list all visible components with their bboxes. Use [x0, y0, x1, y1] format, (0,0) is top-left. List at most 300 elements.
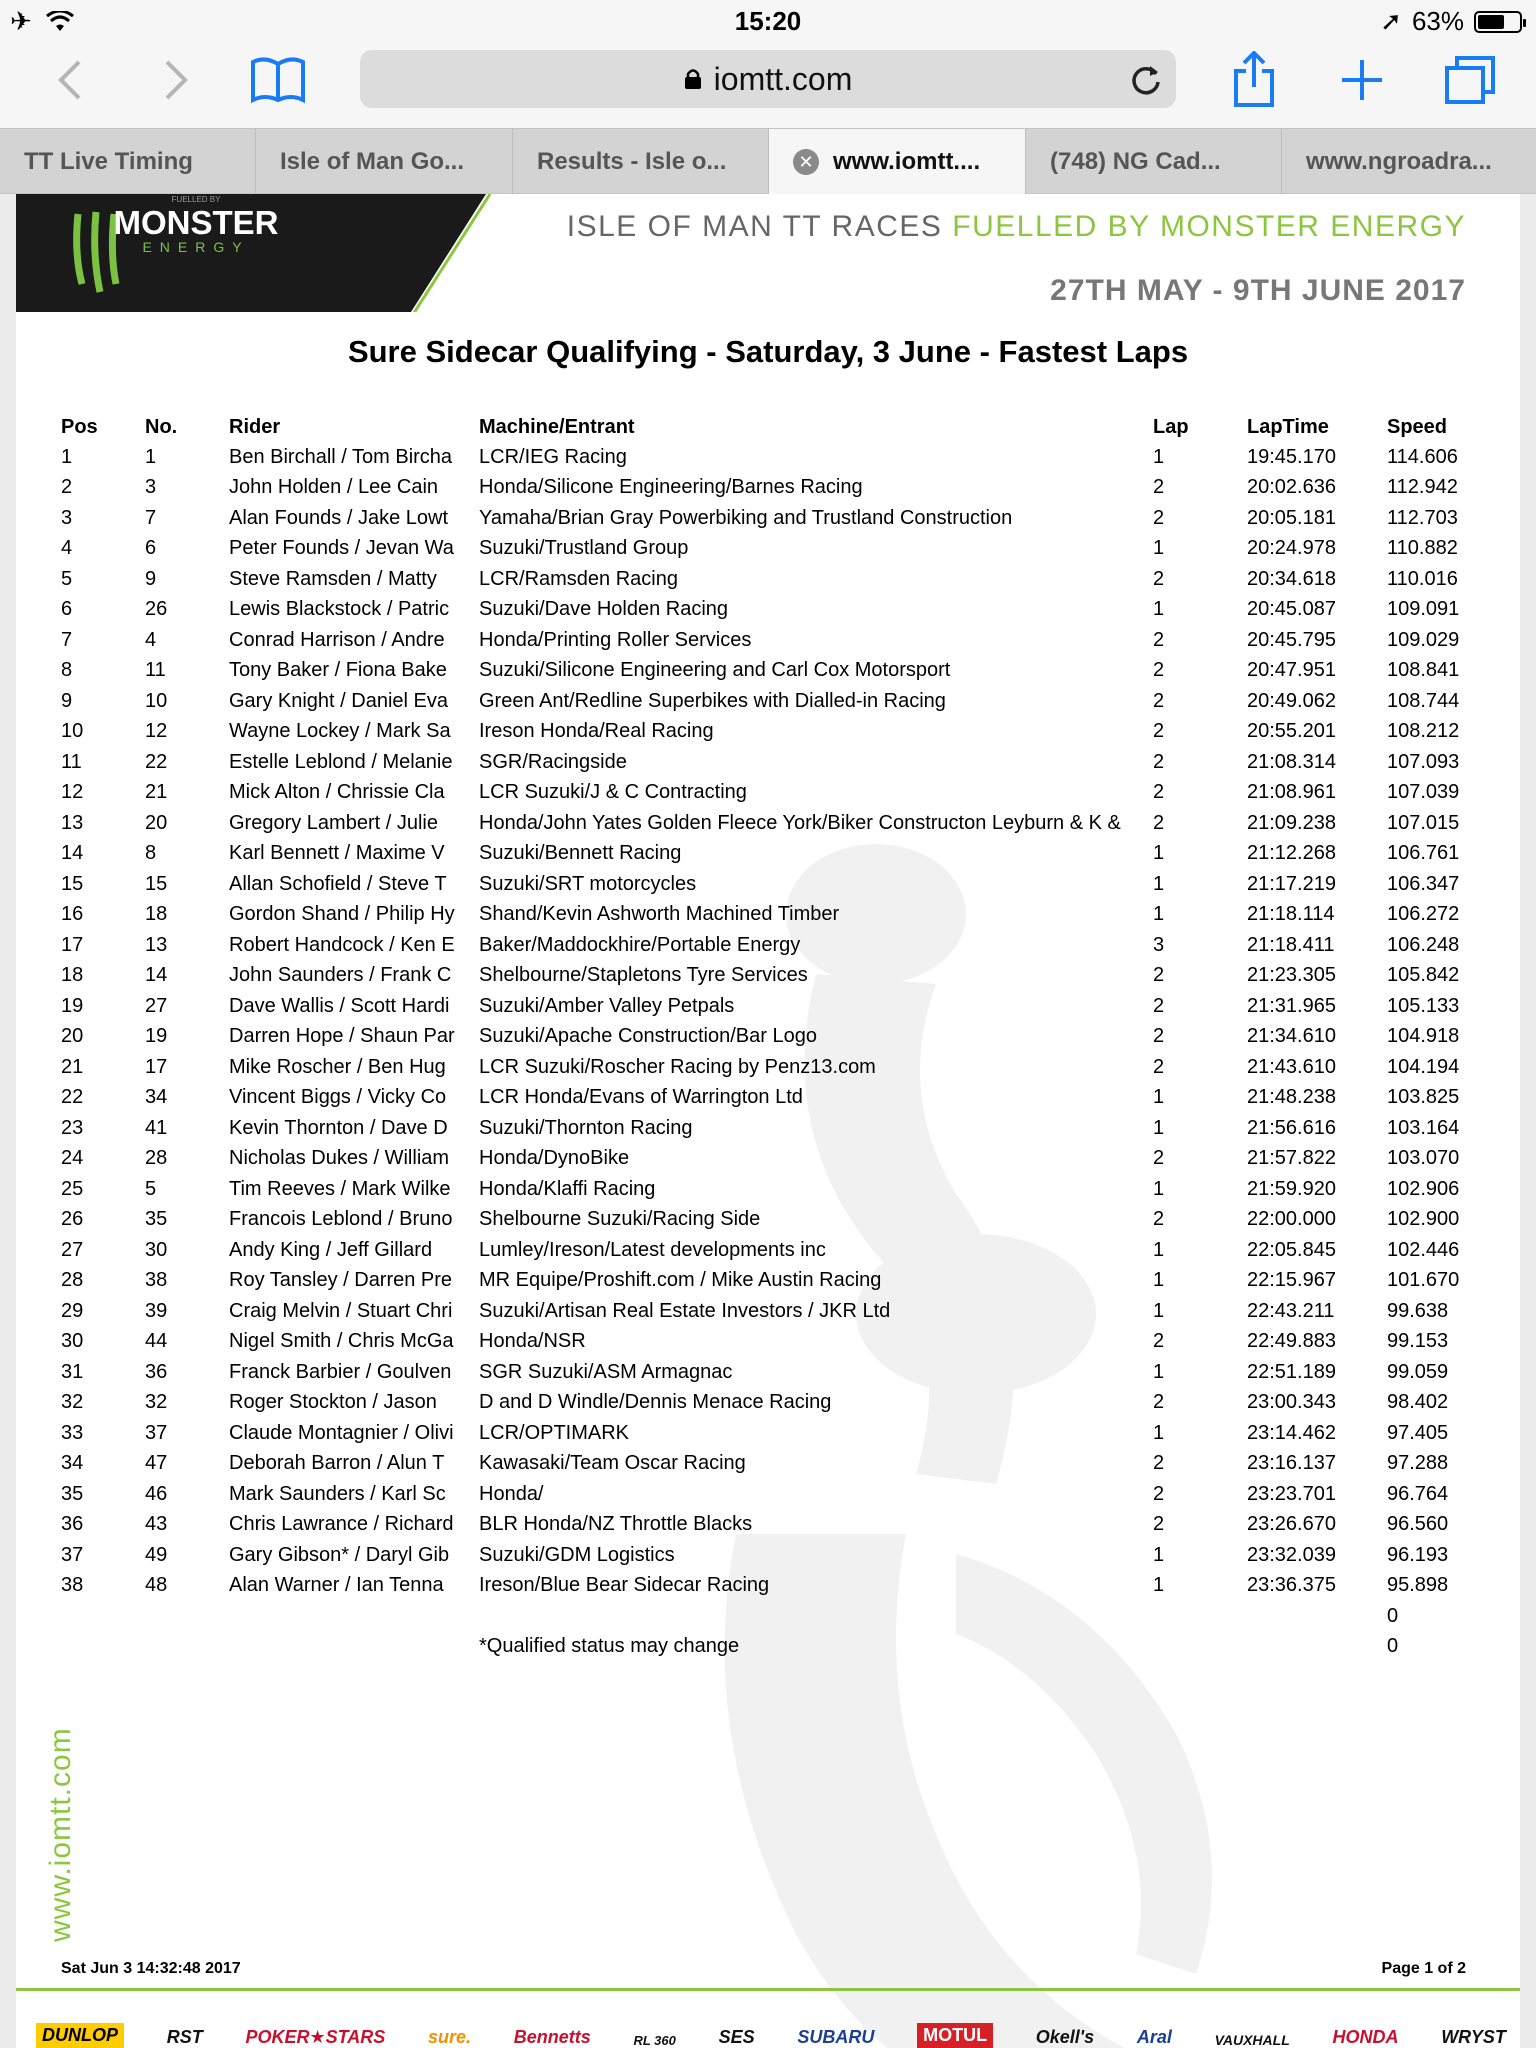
col-header-no: No.	[145, 415, 178, 438]
cell-no: 22	[145, 750, 168, 773]
table-row	[61, 564, 1491, 595]
cell-laptime: 19:45.170	[1247, 445, 1336, 468]
cell-machine: Suzuki/Trustland Group	[479, 537, 689, 560]
cell-pos: 19	[61, 994, 84, 1017]
cell-pos: 36	[61, 1513, 84, 1536]
cell-lap: 1	[1153, 842, 1165, 865]
cell-no: 9	[145, 567, 157, 590]
plus-icon	[1338, 56, 1386, 104]
tab-label: Results - Isle o...	[537, 148, 727, 175]
forward-button[interactable]	[146, 50, 206, 110]
cell-pos: 15	[61, 872, 84, 895]
cell-rider: John Saunders / Frank C	[229, 964, 452, 987]
cell-rider: Conrad Harrison / Andre	[229, 628, 445, 651]
cell-speed: 96.560	[1387, 1513, 1449, 1536]
cell-lap: 2	[1153, 1055, 1165, 1078]
footer-page-number: Page 1 of 2	[1381, 1960, 1466, 1977]
location-arrow-icon: ➚	[1380, 6, 1402, 36]
cell-pos: 3	[61, 506, 73, 529]
cell-no: 37	[145, 1421, 168, 1444]
cell-rider: Chris Lawrance / Richard	[229, 1513, 454, 1536]
cell-machine: Suzuki/Amber Valley Petpals	[479, 994, 735, 1017]
chevron-right-icon	[161, 58, 191, 102]
cell-rider: Tim Reeves / Mark Wilke	[229, 1177, 451, 1200]
tab-label: TT Live Timing	[24, 148, 193, 175]
cell-speed: 107.093	[1387, 750, 1460, 773]
cell-pos: 29	[61, 1299, 84, 1322]
cell-pos: 9	[61, 689, 73, 712]
tab-label: www.ngroadra...	[1306, 148, 1492, 175]
cell-lap: 2	[1153, 476, 1165, 499]
cell-rider: Mark Saunders / Karl Sc	[229, 1482, 446, 1505]
cell-machine: SGR Suzuki/ASM Armagnac	[479, 1360, 733, 1383]
sponsor-logo: Aral	[1136, 2027, 1172, 2047]
cell-pos: 18	[61, 964, 84, 987]
cell-no: 26	[145, 598, 168, 621]
cell-machine: Honda/	[479, 1482, 544, 1505]
cell-laptime: 20:45.087	[1247, 598, 1336, 621]
header-title	[567, 210, 1466, 244]
cell-lap: 1	[1153, 1299, 1165, 1322]
cell-no: 21	[145, 781, 168, 804]
tabs-overview-button[interactable]	[1440, 50, 1500, 110]
reload-button[interactable]	[1130, 62, 1162, 104]
cell-rider: Alan Founds / Jake Lowt	[229, 506, 449, 529]
url-text: iomtt.com	[713, 60, 853, 97]
cell-machine: Honda/NSR	[479, 1330, 586, 1353]
cell-no: 36	[145, 1360, 168, 1383]
cell-pos: 1	[61, 445, 73, 468]
cell-machine: Honda/Printing Roller Services	[479, 628, 752, 651]
cell-speed: 102.446	[1387, 1238, 1460, 1261]
cell-rider: Karl Bennett / Maxime V	[229, 842, 445, 865]
book-icon	[249, 56, 307, 104]
energy-logo-text: ENERGY	[142, 239, 250, 255]
table-row	[61, 1174, 1491, 1205]
cell-speed: 108.212	[1387, 720, 1460, 743]
table-row	[61, 442, 1491, 473]
cell-laptime: 20:55.201	[1247, 720, 1336, 743]
cell-pos: 20	[61, 1025, 84, 1048]
table-row	[61, 1205, 1491, 1236]
status-bar	[0, 0, 1536, 40]
cell-lap: 1	[1153, 1238, 1165, 1261]
cell-pos: 30	[61, 1330, 84, 1353]
cell-machine: LCR/IEG Racing	[479, 445, 627, 468]
cell-laptime: 20:02.636	[1247, 476, 1336, 499]
sponsor-logo: RL 360	[633, 2033, 676, 2048]
cell-speed: 108.744	[1387, 689, 1460, 712]
cell-no: 47	[145, 1452, 168, 1475]
reload-icon	[1130, 62, 1162, 96]
address-bar[interactable]	[360, 50, 1176, 108]
cell-lap: 2	[1153, 1452, 1165, 1475]
cell-machine: Suzuki/GDM Logistics	[479, 1543, 675, 1566]
cell-pos: 31	[61, 1360, 84, 1383]
cell-lap: 2	[1153, 811, 1165, 834]
cell-no: 1	[145, 445, 157, 468]
cell-speed: 99.638	[1387, 1299, 1449, 1322]
cell-laptime: 21:56.616	[1247, 1116, 1336, 1139]
cell-pos: 23	[61, 1116, 84, 1139]
cell-lap: 1	[1153, 872, 1165, 895]
results-table	[61, 412, 1491, 1662]
table-row	[61, 1357, 1491, 1388]
cell-no: 44	[145, 1330, 168, 1353]
cell-laptime: 21:48.238	[1247, 1086, 1336, 1109]
qualified-note: *Qualified status may change	[479, 1635, 740, 1658]
cell-rider: Gordon Shand / Philip Hy	[229, 903, 455, 926]
cell-machine: Honda/Silicone Engineering/Barnes Racing	[479, 476, 863, 499]
cell-pos: 35	[61, 1482, 84, 1505]
cell-rider: Gary Gibson* / Daryl Gib	[229, 1543, 450, 1566]
table-row	[61, 778, 1491, 809]
cell-lap: 2	[1153, 964, 1165, 987]
cell-lap: 1	[1153, 903, 1165, 926]
footer-divider	[16, 1988, 1520, 1991]
cell-laptime: 20:45.795	[1247, 628, 1336, 651]
results-notes	[61, 1601, 1491, 1662]
cell-speed: 99.153	[1387, 1330, 1449, 1353]
cell-rider: Mike Roscher / Ben Hug	[229, 1055, 446, 1078]
cell-machine: Green Ant/Redline Superbikes with Dialled-in Racing	[479, 689, 946, 712]
header-title-accent: FUELLED BY MONSTER ENERGY	[952, 210, 1466, 243]
table-row	[61, 656, 1491, 687]
cell-speed: 99.059	[1387, 1360, 1449, 1383]
table-row	[61, 686, 1491, 717]
table-row	[61, 1540, 1491, 1571]
extra-speed-value: 0	[1387, 1635, 1399, 1658]
pdf-page[interactable]	[16, 194, 1520, 2048]
cell-no: 8	[145, 842, 157, 865]
tab-label: (748) NG Cad...	[1050, 148, 1221, 175]
cell-laptime: 22:15.967	[1247, 1269, 1336, 1292]
chevron-left-icon	[55, 58, 85, 102]
cell-pos: 7	[61, 628, 73, 651]
cell-no: 30	[145, 1238, 168, 1261]
cell-lap: 2	[1153, 1391, 1165, 1414]
cell-machine: Shand/Kevin Ashworth Machined Timber	[479, 903, 840, 926]
monster-energy-banner	[16, 194, 516, 312]
cell-lap: 2	[1153, 1513, 1165, 1536]
cell-no: 48	[145, 1574, 168, 1597]
col-header-rider: Rider	[229, 415, 281, 438]
cell-pos: 16	[61, 903, 84, 926]
cell-no: 38	[145, 1269, 168, 1292]
cell-speed: 96.193	[1387, 1543, 1449, 1566]
cell-pos: 4	[61, 537, 73, 560]
table-row	[61, 961, 1491, 992]
clock: 15:20	[734, 6, 802, 36]
cell-lap: 2	[1153, 659, 1165, 682]
cell-laptime: 22:49.883	[1247, 1330, 1336, 1353]
cell-speed: 109.029	[1387, 628, 1460, 651]
table-row	[61, 1052, 1491, 1083]
cell-speed: 104.194	[1387, 1055, 1460, 1078]
sponsor-logo: SES	[718, 2027, 755, 2047]
table-row	[61, 595, 1491, 626]
cell-laptime: 22:00.000	[1247, 1208, 1336, 1231]
cell-laptime: 21:17.219	[1247, 872, 1336, 895]
cell-speed: 103.070	[1387, 1147, 1460, 1170]
cell-laptime: 23:16.137	[1247, 1452, 1336, 1475]
cell-pos: 13	[61, 811, 84, 834]
cell-rider: Roger Stockton / Jason	[229, 1391, 437, 1414]
tab-tt-live-timing[interactable]	[0, 129, 256, 195]
cell-pos: 8	[61, 659, 73, 682]
col-header-machine: Machine/Entrant	[479, 415, 635, 438]
cell-pos: 33	[61, 1421, 84, 1444]
cell-speed: 114.606	[1387, 445, 1458, 468]
cell-no: 17	[145, 1055, 168, 1078]
col-header-pos: Pos	[61, 415, 98, 438]
document-title: Sure Sidecar Qualifying - Saturday, 3 June - Fastest Laps	[347, 334, 1189, 369]
cell-speed: 106.248	[1387, 933, 1460, 956]
cell-speed: 97.288	[1387, 1452, 1449, 1475]
cell-rider: Nicholas Dukes / William	[229, 1147, 450, 1170]
cell-speed: 106.347	[1387, 872, 1460, 895]
lock-icon	[684, 68, 702, 90]
cell-no: 39	[145, 1299, 168, 1322]
sponsor-logo: SUBARU	[797, 2027, 875, 2047]
table-header-row	[61, 412, 1491, 442]
cell-speed: 97.405	[1387, 1421, 1449, 1444]
table-row	[61, 717, 1491, 748]
cell-speed: 110.882	[1387, 537, 1458, 560]
cell-laptime: 21:18.411	[1247, 933, 1335, 956]
cell-rider: Roy Tansley / Darren Pre	[229, 1269, 453, 1292]
tab-results[interactable]	[513, 129, 769, 195]
cell-pos: 37	[61, 1543, 84, 1566]
cell-speed: 105.842	[1387, 964, 1460, 987]
sponsor-logo: Okell's	[1035, 2027, 1095, 2047]
tab-label: Isle of Man Go...	[280, 148, 465, 175]
cell-machine: Honda/John Yates Golden Fleece York/Biker Constructon Leyburn & K &	[479, 811, 1121, 834]
cell-no: 5	[145, 1177, 157, 1200]
cell-pos: 21	[61, 1055, 84, 1078]
cell-laptime: 21:57.822	[1247, 1147, 1336, 1170]
cell-speed: 102.900	[1387, 1208, 1460, 1231]
sponsor-logo: Bennetts	[513, 2027, 591, 2047]
cell-machine: Suzuki/Dave Holden Racing	[479, 598, 729, 621]
cell-rider: Allan Schofield / Steve T	[229, 872, 447, 895]
cell-machine: Yamaha/Brian Gray Powerbiking and Trustland Construction	[479, 506, 1013, 529]
tab-isle-of-man-gov[interactable]	[256, 129, 513, 195]
table-row	[61, 1083, 1491, 1114]
cell-rider: Tony Baker / Fiona Bake	[229, 659, 447, 682]
cell-no: 14	[145, 964, 168, 987]
back-button[interactable]	[40, 50, 100, 110]
cell-laptime: 23:32.039	[1247, 1543, 1336, 1566]
cell-machine: LCR/Ramsden Racing	[479, 567, 678, 590]
cell-pos: 32	[61, 1391, 84, 1414]
cell-machine: LCR Suzuki/Roscher Racing by Penz13.com	[479, 1055, 876, 1078]
cell-rider: John Holden / Lee Cain	[229, 476, 439, 499]
cell-laptime: 22:43.211	[1247, 1299, 1335, 1322]
cell-machine: Shelbourne/Stapletons Tyre Services	[479, 964, 808, 987]
cell-rider: Andy King / Jeff Gillard	[229, 1238, 433, 1261]
sponsor-logo: RST	[166, 2027, 203, 2047]
cell-laptime: 21:18.114	[1247, 903, 1335, 926]
table-row	[61, 473, 1491, 504]
cell-speed: 103.825	[1387, 1086, 1460, 1109]
cell-lap: 2	[1153, 1147, 1165, 1170]
table-row	[61, 808, 1491, 839]
cell-no: 19	[145, 1025, 168, 1048]
cell-pos: 14	[61, 842, 84, 865]
sponsor-logo: MOTUL	[917, 2023, 993, 2048]
cell-laptime: 23:23.701	[1247, 1482, 1336, 1505]
cell-laptime: 20:49.062	[1247, 689, 1336, 712]
cell-machine: Ireson/Blue Bear Sidecar Racing	[479, 1574, 770, 1597]
cell-rider: Steve Ramsden / Matty	[229, 567, 437, 590]
cell-pos: 25	[61, 1177, 84, 1200]
tab-ng-cad[interactable]	[1026, 129, 1282, 195]
bookmarks-button[interactable]	[248, 50, 308, 110]
header-title-main: ISLE OF MAN TT RACES	[566, 210, 943, 243]
cell-no: 12	[145, 720, 168, 743]
cell-rider: Lewis Blackstock / Patric	[229, 598, 450, 621]
cell-laptime: 22:51.189	[1247, 1360, 1336, 1383]
cell-laptime: 21:12.268	[1247, 842, 1336, 865]
cell-rider: Darren Hope / Shaun Par	[229, 1025, 455, 1048]
table-row	[61, 1327, 1491, 1358]
table-row	[61, 1235, 1491, 1266]
cell-rider: Deborah Barron / Alun T	[229, 1452, 445, 1475]
table-row	[61, 1418, 1491, 1449]
cell-laptime: 21:08.961	[1247, 781, 1336, 804]
cell-lap: 1	[1153, 1360, 1165, 1383]
cell-rider: Gary Knight / Daniel Eva	[229, 689, 448, 712]
close-tab-icon[interactable]: ✕	[793, 149, 819, 175]
header-dates: 27TH MAY - 9TH JUNE 2017	[1050, 274, 1466, 307]
battery-percent: 63%	[1411, 6, 1464, 36]
cell-lap: 2	[1153, 1482, 1165, 1505]
cell-lap: 2	[1153, 506, 1165, 529]
cell-speed: 96.764	[1387, 1482, 1449, 1505]
cell-no: 3	[145, 476, 157, 499]
cell-speed: 110.016	[1387, 567, 1458, 590]
cell-no: 43	[145, 1513, 168, 1536]
cell-pos: 24	[61, 1147, 84, 1170]
new-tab-button[interactable]	[1332, 50, 1392, 110]
cell-machine: LCR/OPTIMARK	[479, 1421, 630, 1444]
banner-small-text: FUELLED BY	[171, 195, 221, 204]
cell-rider: Kevin Thornton / Dave D	[229, 1116, 448, 1139]
cell-lap: 2	[1153, 689, 1165, 712]
sponsor-logos	[36, 2004, 1506, 2048]
cell-machine: Suzuki/Bennett Racing	[479, 842, 682, 865]
cell-pos: 6	[61, 598, 73, 621]
cell-no: 15	[145, 872, 168, 895]
cell-rider: Gregory Lambert / Julie	[229, 811, 438, 834]
tab-iomtt-active[interactable]	[769, 129, 1026, 195]
sponsor-logo: DUNLOP	[36, 2023, 124, 2048]
cell-lap: 1	[1153, 445, 1165, 468]
cell-lap: 2	[1153, 781, 1165, 804]
cell-rider: Ben Birchall / Tom Bircha	[229, 445, 453, 468]
share-button[interactable]	[1224, 50, 1284, 110]
cell-speed: 107.015	[1387, 811, 1460, 834]
cell-pos: 38	[61, 1574, 84, 1597]
cell-machine: Lumley/Ireson/Latest developments inc	[479, 1238, 826, 1261]
table-row	[61, 1022, 1491, 1053]
cell-lap: 3	[1153, 933, 1165, 956]
col-header-lap: Lap	[1153, 415, 1189, 438]
sponsor-logo: WRYST	[1441, 2027, 1506, 2047]
table-row	[61, 625, 1491, 656]
cell-machine: Suzuki/SRT motorcycles	[479, 872, 697, 895]
sponsor-logo: sure.	[427, 2027, 472, 2047]
cell-machine: Suzuki/Apache Construction/Bar Logo	[479, 1025, 817, 1048]
cell-lap: 1	[1153, 1543, 1165, 1566]
cell-machine: LCR Honda/Evans of Warrington Ltd	[479, 1086, 803, 1109]
extra-row	[61, 1601, 1491, 1632]
table-row	[61, 534, 1491, 565]
cell-lap: 2	[1153, 628, 1165, 651]
cell-speed: 112.703	[1387, 506, 1458, 529]
cell-lap: 1	[1153, 1177, 1165, 1200]
tab-label: www.iomtt....	[833, 148, 981, 175]
sponsor-logo: VAUXHALL	[1214, 2032, 1290, 2048]
cell-lap: 1	[1153, 1574, 1165, 1597]
col-header-laptime: LapTime	[1247, 415, 1329, 438]
table-row	[61, 930, 1491, 961]
cell-speed: 101.670	[1387, 1269, 1460, 1292]
cell-lap: 2	[1153, 1025, 1165, 1048]
table-row	[61, 1388, 1491, 1419]
cell-speed: 104.918	[1387, 1025, 1460, 1048]
cell-no: 4	[145, 628, 157, 651]
share-icon	[1232, 51, 1276, 109]
cell-no: 18	[145, 903, 168, 926]
cell-lap: 2	[1153, 1208, 1165, 1231]
cell-pos: 11	[61, 750, 82, 773]
cell-rider: Robert Handcock / Ken E	[229, 933, 455, 956]
cell-lap: 1	[1153, 1116, 1165, 1139]
cell-laptime: 21:43.610	[1247, 1055, 1336, 1078]
cell-no: 6	[145, 537, 157, 560]
cell-lap: 1	[1153, 537, 1165, 560]
cell-pos: 10	[61, 720, 84, 743]
cell-lap: 1	[1153, 1269, 1165, 1292]
cell-lap: 1	[1153, 1421, 1165, 1444]
cell-no: 46	[145, 1482, 168, 1505]
cell-pos: 27	[61, 1238, 84, 1261]
cell-rider: Craig Melvin / Stuart Chri	[229, 1299, 453, 1322]
cell-laptime: 20:47.951	[1247, 659, 1336, 682]
cell-lap: 1	[1153, 1086, 1165, 1109]
cell-pos: 22	[61, 1086, 84, 1109]
tab-ngroadracing[interactable]	[1282, 129, 1536, 195]
cell-speed: 108.841	[1387, 659, 1460, 682]
cell-pos: 2	[61, 476, 73, 499]
table-row	[61, 900, 1491, 931]
cell-machine: D and D Windle/Dennis Menace Racing	[479, 1391, 832, 1414]
cell-no: 13	[145, 933, 168, 956]
cell-machine: MR Equipe/Proshift.com / Mike Austin Racing	[479, 1269, 882, 1292]
table-row	[61, 1266, 1491, 1297]
cell-rider: Nigel Smith / Chris McGa	[229, 1330, 454, 1353]
table-row	[61, 1113, 1491, 1144]
cell-laptime: 20:05.181	[1247, 506, 1336, 529]
cell-speed: 95.898	[1387, 1574, 1449, 1597]
cell-speed: 102.906	[1387, 1177, 1460, 1200]
cell-machine: Kawasaki/Team Oscar Racing	[479, 1452, 746, 1475]
results-body	[61, 442, 1491, 1601]
cell-speed: 109.091	[1387, 598, 1460, 621]
cell-pos: 5	[61, 567, 73, 590]
